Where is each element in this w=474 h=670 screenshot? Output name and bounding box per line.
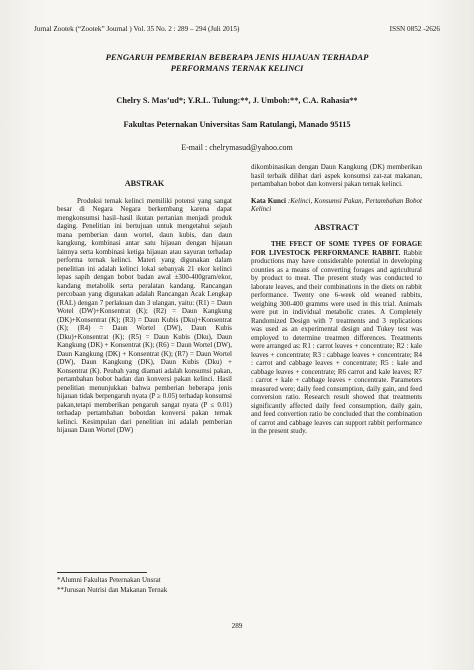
running-header [34,25,440,33]
abstrak-body: Produksi ternak kelinci memiliki potensi yang sangat besar di Negara Negara berkembang karena dapat mengkonsumsi hasil–hasil ikutan pertanian menjadi produk daging. Penelitian ini bertujuan untuk mengetahui sejauh mana pemberian daun wortel, daun kubis, dan daun kangkung, kombinasi antar satu hijauan dengan hijauan lainnya serta kombinasi ketiga hijauan atau sayuran terhadap performa ternak kelinci. Materi yang digunakan dalam penelitian ini adalah kelinci lokal sebanyak 21 ekor kelinci lepas sapih dengan bobot badan awal ±300-400gram/ekor, kandang metabolik serta peralatan kandang. Rancangan percobaan yang digunakan adalah Rancangan Acak Lengkap (RAL) dengan 7 perlakuan dan 3 ulangan, yaitu: (R1) = Daun Wotel (DW)+Konsentrat (K); (R2) = Daun Kangkung (DK)+Konsentrat (K); (R3) = Daun Kubis (Dku)+Konsentrat (K); (R4) = Daun Wortel (DW), Daun Kubis (Dku)+Konsentrat (K); (R5) = Daun Kubis (Dku), Daun Kangkung (DK) + Konsentrat (K); (R6) = Daun Wortel (DW), Daun Kangkung (DK) + Konsentrat (K); (R7) = Daun Wortel (DW), Daun Kangkung (DK), Daun Kubis (Dku) + Konsentrat (K). Peubah yang diamati adalah konsumsi pakan, pertambahan bobot badan dan konversi pakan kelinci. Hasil penelitian menunjukkan bahwa pemberian beberapa jenis hijauan tidak berpengaruh nyata (P ≥ 0.05) terhadap konsumsi pakan,tetapi memberikan pengaruh sangat nyata (P ≤ 0.01) terhadap pertambahan bobotdan konversi pakan ternak kelinci. Kesimpulan dari penelitian ini adalah pemberian hijauan Daun Wortel (DW) [57,196,232,434]
abstract-text: Rabbit productions may have considerable potential in developing counties as a means of converting forages and agricultural by product to meat. The present study was conducted to laborate leaves, and their combinations in the diets on rabbit performance. Twenty one 6-week old weaned rabbits, weighing 300-400 gramms were used in this trial. Animals were put in individual metabolic crates. A Completely Randomized Design with 7 treatments and 3 replications was used as an experimental design and Tukey test was employed to determine treatmen differences. Treatments were arranged as: R1 : carrot leaves + concentrate; R2 : kale leaves + concentrate; R3 : cabbage leaves + concentrate; R4 : carrot and cabbage leaves + concentrate; R5 : kale and cabbage leaves + concentrate; R6 carrot and kale leaves; R7 : carrot + kale + cabbage leaves + concentrate. Parameters measured were; daily feed consumption, daily gain, and feed conversion ratio. Research result showed that treatments significantly affected daily feed consumption, daily gain, and feed convertion ratio be concluded that the combination of carrot and cabbage leaves can support rabbit performance in the present study. [251,248,423,435]
title-line: PENGARUH PEMBERIAN BEBERAPA JENIS HIJAUAN TERHADAP [105,52,369,62]
abstrak-continued: dikombinasikan dengan Daun Kangkung (DK) memberikan hasil terbaik dilihat dari aspek konsumsi zat-zat makanan, pertambahan bobot dan konversi pakan ternak kelinci. [251,163,422,188]
footnote: *Alumni Fakultas Peternakan Unsrat [57,576,161,584]
contact-email: E-mail : chelrymasud@yahoo.com [181,143,293,152]
author-list: Chelry S. Mas’ud*; Y.R.L. Tulung:**, J. Umboh:**, C.A. Rahasia** [116,96,358,105]
keywords-text: :Kelinci, Konsumsi Pakan, Pertambahan Bobot Kelinci [251,196,422,213]
abstrak-heading: ABSTRAK [124,179,165,188]
affiliation: Fakultas Peternakan Universitas Sam Ratulangi, Manado 95115 [123,120,351,129]
journal-citation: Jurnal Zootek (“Zootek” Journal ) Vol. 35 No. 2 : 289 – 294 (Juli 2015) [34,25,240,33]
abstract-heading: ABSTRACT [314,222,359,232]
footnotes [57,575,232,595]
issn: ISSN 0852 -2626 [389,25,440,33]
abstract-body [251,240,422,436]
keywords-label: Kata Kunci [251,196,286,205]
title-line: PERFORMANS TERNAK KELINCI [170,63,304,73]
keywords [251,197,422,214]
page-number: 289 [231,622,243,630]
footnote-rule [57,572,147,573]
left-column [57,180,232,435]
footnote: **Jurusan Nutrisi dan Makanan Ternak [57,586,168,594]
right-column [251,163,422,436]
abstract-english-title: THE FFECT OF SOME TYPES OF FORAGE FOR LIVESTOCK PERFORMANCE RABBIT. [251,240,422,257]
paper-title [40,52,434,74]
